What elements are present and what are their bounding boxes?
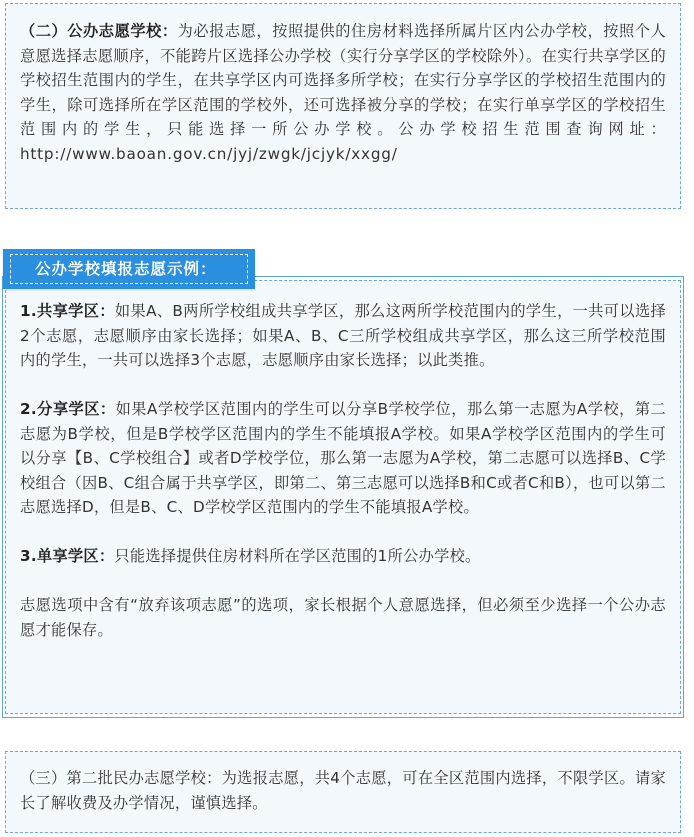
example-body: 如果A学校学区范围内的学生可以分享B学校学位，那么第一志愿为A学校，第二志愿为B学校，但是B学校学区范围内的学生不能填报A学校。如果A学校学区范围内的学生可以分享【B、C学校组合】或者D学校学位，那么第一志愿为A学校，第二志愿可以选择B、C学校组合（因B、C组合属于共享学区，即第二、第三志愿可以选择B和C或者C和B），也可以第二志愿选择D，但是B、C、D学校学区范围内的学生不能填报A学校。 xyxy=(20,400,666,516)
section-private-school-choices xyxy=(5,751,681,833)
example-item xyxy=(20,397,666,520)
section-public-school-choices xyxy=(5,3,681,209)
examples-label-text: 公办学校填报志愿示例： xyxy=(10,254,248,284)
example-item xyxy=(20,544,666,569)
example-item xyxy=(20,299,666,373)
section-heading: （二）公办志愿学校： xyxy=(20,22,178,40)
examples-box xyxy=(5,280,681,714)
section-body: 为必报志愿，按照提供的住房材料选择所属片区内公办学校，按照个人意愿选择志愿顺序，不能跨片区选择公办学校（实行分享学区的学校除外）。在实行共享学区的学校招生范围内的学生，在共享学区内可选择多所学校；在实行分享学区的学校招生范围内的学生，除可选择所在学区范围的学校外，还可选择被分享的学校；在实行单享学区的学校招生范围内的学生，只能选择一所公办学校。公办学校招生范围查询网址： xyxy=(20,22,666,138)
section-body: （三）第二批民办志愿学校：为选报志愿，共4个志愿，可在全区范围内选择，不限学区。请家长了解收费及办学情况，谨慎选择。 xyxy=(20,769,666,812)
query-url-link[interactable]: http://www.baoan.gov.cn/jyj/zwgk/jcjyk/xxgg/ xyxy=(20,144,398,163)
example-heading: 1.共享学区： xyxy=(20,302,115,320)
examples-note: 志愿选项中含有“放弃该项志愿”的选项，家长根据个人意愿选择，但必须至少选择一个公办志愿才能保存。 xyxy=(20,596,666,639)
example-heading: 2.分享学区： xyxy=(20,400,116,418)
example-body: 如果A、B两所学校组成共享学区，那么这两所学校范围内的学生，一共可以选择2个志愿，志愿顺序由家长选择；如果A、B、C三所学校组成共享学区，那么这三所学校范围内的学生，一共可以选择3个志愿，志愿顺序由家长选择；以此类推。 xyxy=(20,302,667,369)
example-heading: 3.单享学区： xyxy=(20,547,115,565)
example-body: 只能选择提供住房材料所在学区范围的1所公办学校。 xyxy=(114,547,481,565)
section-paragraph xyxy=(20,19,666,166)
examples-label-badge xyxy=(3,249,255,289)
